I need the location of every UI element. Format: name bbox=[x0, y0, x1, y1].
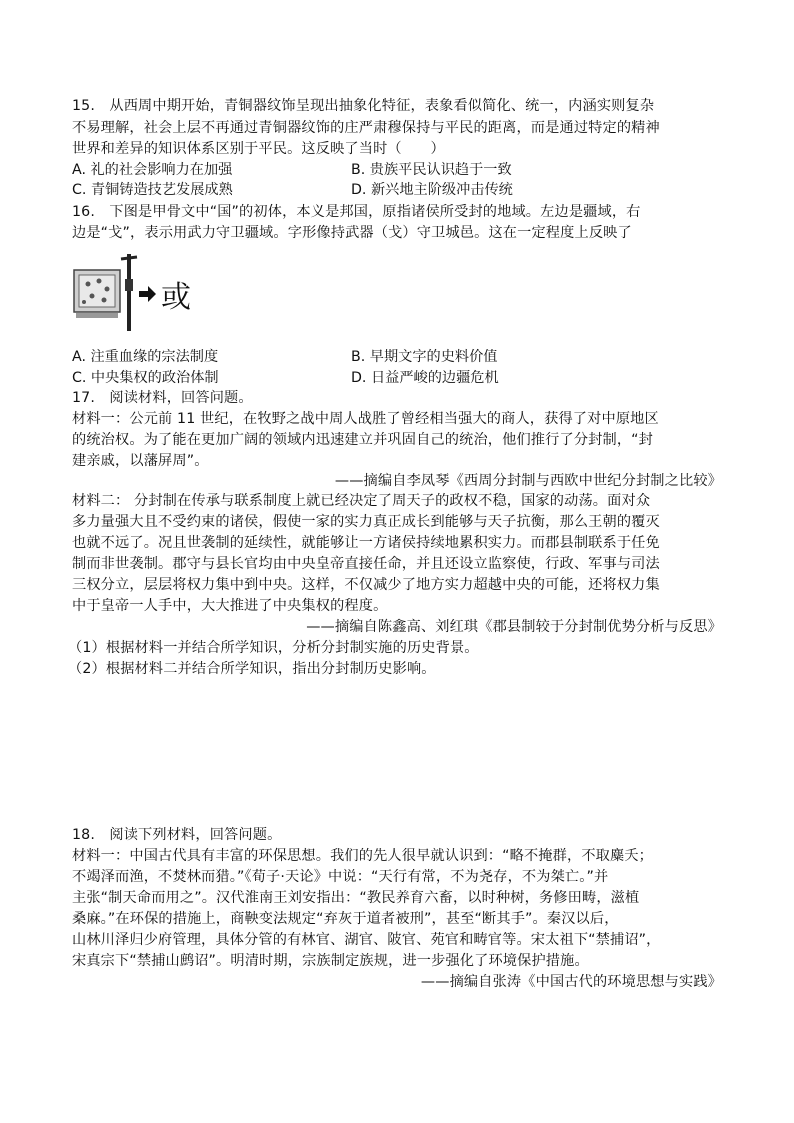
q15-stem-line-1: 15. 从西周中期开始，青铜器纹饰呈现出抽象化特征，表象看似简化、统一，内涵实则复杂 bbox=[72, 98, 655, 114]
q17-material2-line-6: 中于皇帝一人手中，大大推进了中央集权的程度。 bbox=[72, 598, 388, 614]
guo-glyph: 或 bbox=[161, 280, 191, 315]
q17-material2-line-5: 三权分立，层层将权力集中到中央。这样，不仅减少了地方实力超越中央的可能，还将权力集 bbox=[72, 577, 660, 593]
q18-material-line-2: 不竭泽而渔，不焚林而猎。”《荀子·天论》中说：“天行有常，不为尧存，不为桀亡。”并 bbox=[72, 869, 609, 885]
q18-material-line-6: 宋真宗下“禁捕山鹧诏”。明清时期，宗族制定族规，进一步强化了环境保护措施。 bbox=[72, 953, 589, 969]
q16-option-c: C. 中央集权的政治体制 bbox=[72, 370, 219, 386]
oracle-bone-guo-illustration bbox=[72, 251, 202, 333]
q17-material2-line-2: 多力量强大且不受约束的诸侯，假使一家的实力真正成长到能够与天子抗衡，那么王朝的覆灭 bbox=[72, 514, 660, 530]
q17-material2-line-1: 材料二： 分封制在传承与联系制度上就已经决定了周天子的政权不稳，国家的动荡。面对众 bbox=[72, 493, 651, 509]
q16-stem-line-1: 16. 下图是甲骨文中“国”的初体，本义是邦国，原指诸侯所受封的地域。左边是疆域，右 bbox=[72, 204, 641, 220]
q18-material-line-3: 主张“制天命而用之”。汉代淮南王刘安指出：“教民养育六畜，以时种树，务修田畴，滋植 bbox=[72, 890, 640, 906]
q17-source-2: ——摘编自陈鑫高、刘红琪《郡县制较于分封制优势分析与反思》 bbox=[306, 619, 722, 635]
q15-option-a: A. 礼的社会影响力在加强 bbox=[72, 162, 233, 178]
q18-material-line-4: 桑麻。”在环保的措施上，商鞅变法规定“弃灰于道者被刑”，甚至“断其手”。秦汉以后， bbox=[72, 911, 619, 927]
q17-material1-line-3: 建亲戚，以藩屏周”。 bbox=[72, 453, 209, 469]
q17-material2-line-4: 制而非世袭制。郡守与县长官均由中央皇帝直接任命，并且还设立监察使，行政、军事与司法 bbox=[72, 556, 660, 572]
q17-stem: 17. 阅读材料，回答问题。 bbox=[72, 390, 253, 406]
q18-material-line-1: 材料一：中国古代具有丰富的环保思想。我们的先人很早就认识到：“略不掩群，不取麋夭； bbox=[72, 848, 654, 864]
q16-option-b: B. 早期文字的史料价值 bbox=[351, 349, 498, 365]
q17-source-1: ——摘编自李凤琴《西周分封制与西欧中世纪分封制之比较》 bbox=[334, 473, 722, 489]
q18-stem: 18. 阅读下列材料，回答问题。 bbox=[72, 827, 282, 843]
q15-option-d: D. 新兴地主阶级冲击传统 bbox=[351, 182, 513, 198]
q15-option-b: B. 贵族平民认识趋于一致 bbox=[351, 162, 512, 178]
q16-option-d: D. 日益严峻的边疆危机 bbox=[351, 370, 499, 386]
q17-subquestion-1: （1）根据材料一并结合所学知识，分析分封制实施的历史背景。 bbox=[68, 640, 479, 656]
q18-source: ——摘编自张涛《中国古代的环境思想与实践》 bbox=[420, 974, 722, 990]
q15-option-c: C. 青铜铸造技艺发展成熟 bbox=[72, 182, 233, 198]
q16-stem-line-2: 边是“戈”，表示用武力守卫疆域。字形像持武器（戈）守卫城邑。这在一定程度上反映了 bbox=[72, 225, 632, 241]
q18-material-line-5: 山林川泽归少府管理，具体分管的有林官、湖官、陂官、苑官和畴官等。宋太祖下“禁捕诏”， bbox=[72, 932, 661, 948]
q15-stem-line-2: 不易理解，社会上层不再通过青铜器纹饰的庄严肃穆保持与平民的距离，而是通过特定的精神 bbox=[72, 120, 660, 136]
q17-material1-line-2: 的统治权。为了能在更加广阔的领域内迅速建立并巩固自己的统治，他们推行了分封制，“封 bbox=[72, 432, 654, 448]
oracle-bone-guo-figure bbox=[72, 251, 202, 333]
q16-option-a: A. 注重血缘的宗法制度 bbox=[72, 349, 219, 365]
q15-stem-line-3: 世界和差异的知识体系区别于平民。这反映了当时（ ） bbox=[72, 141, 445, 157]
q17-material2-line-3: 也就不远了。况且世袭制的延续性，就能够让一方诸侯持续地累积实力。而郡县制联系于任免 bbox=[72, 535, 660, 551]
q17-subquestion-2: （2）根据材料二并结合所学知识，指出分封制历史影响。 bbox=[68, 661, 436, 677]
q17-material1-line-1: 材料一：公元前 11 世纪，在牧野之战中周人战胜了曾经相当强大的商人，获得了对中原地区 bbox=[72, 411, 659, 427]
